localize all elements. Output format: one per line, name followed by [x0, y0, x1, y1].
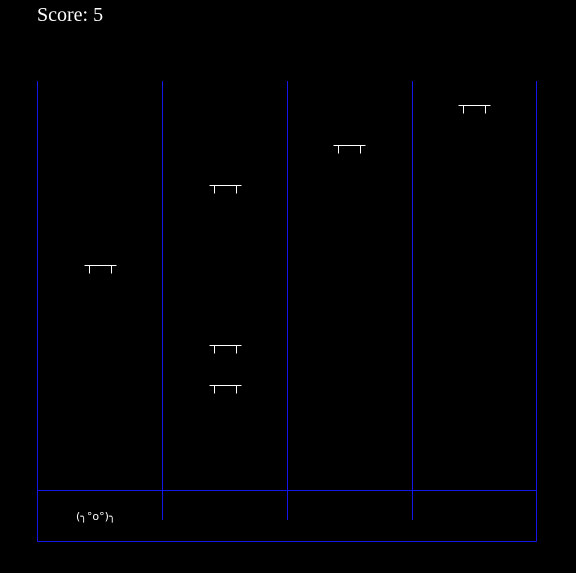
obstacle [210, 346, 242, 354]
obstacle [210, 186, 242, 194]
obstacle [210, 386, 242, 394]
score-label: Score: 5 [37, 4, 104, 26]
obstacle [459, 106, 491, 114]
lane-lines [38, 81, 537, 542]
obstacle [334, 146, 366, 154]
player-character: (╮°o°)╮ [76, 510, 116, 523]
obstacle [85, 266, 117, 274]
